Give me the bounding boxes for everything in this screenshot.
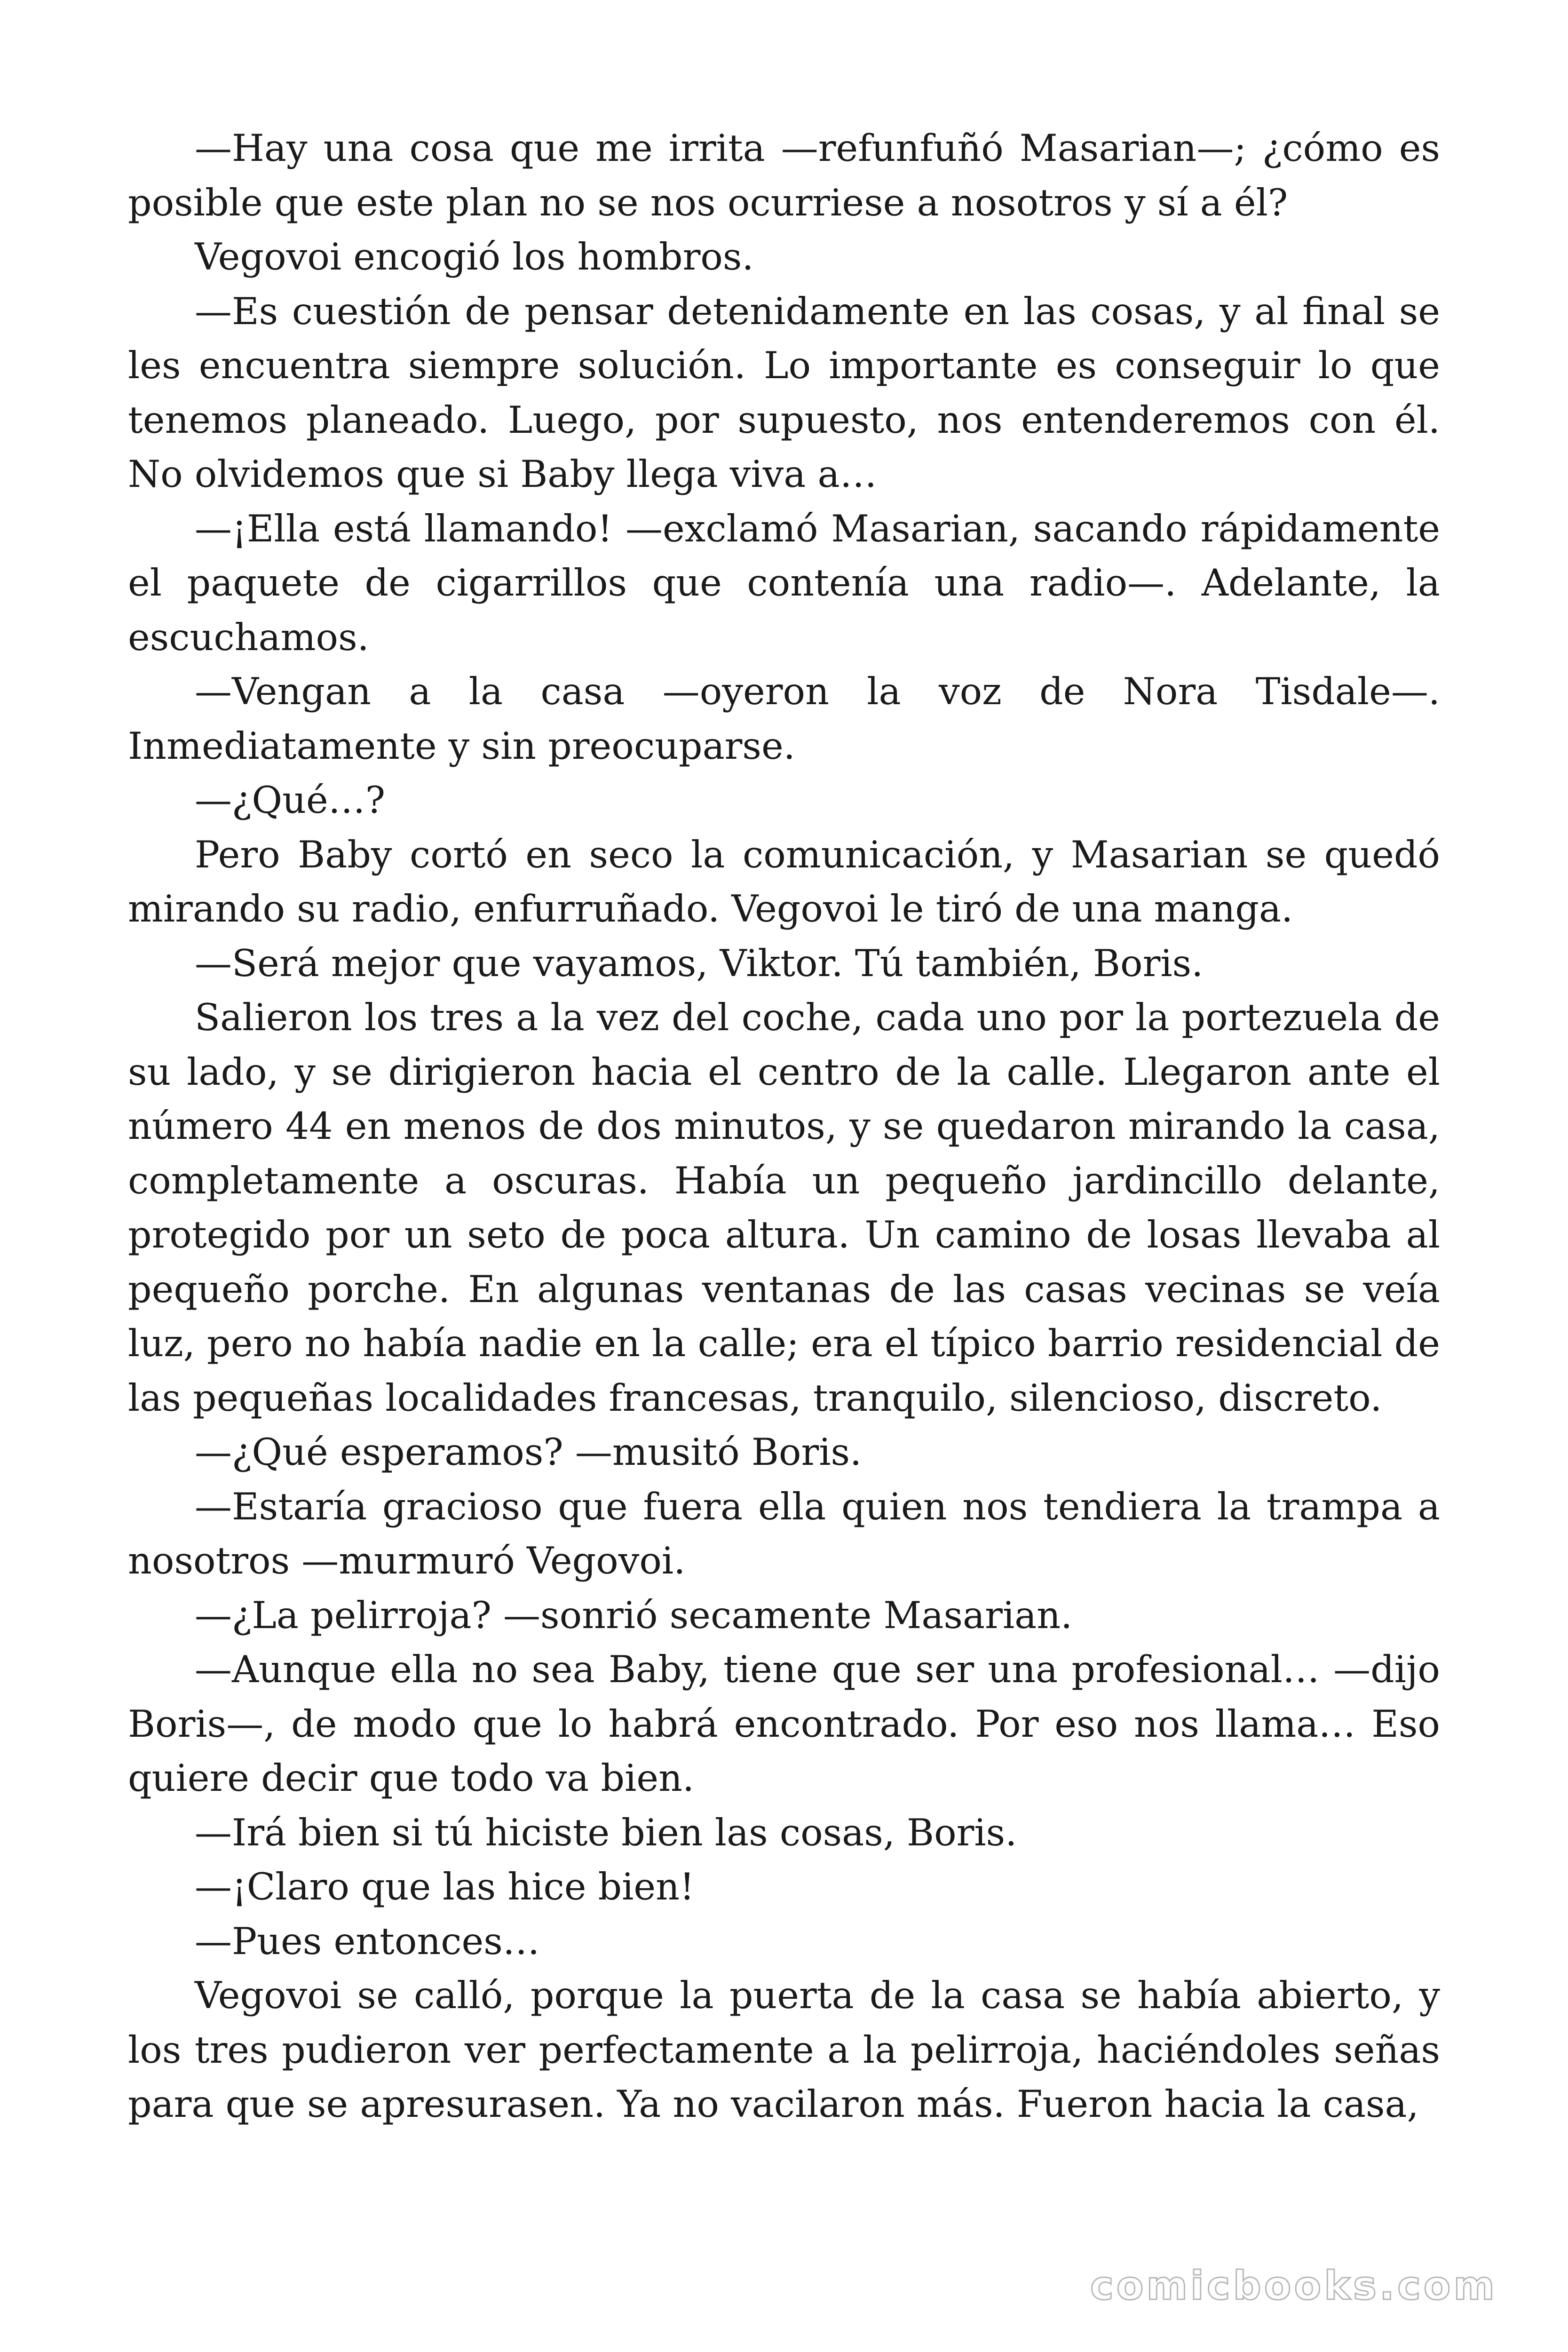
- paragraph: Vegovoi encogió los hombros.: [195, 235, 754, 278]
- paragraph: —Aunque ella no sea Baby, tiene que ser una profesional… —dijo Boris—, de modo que lo habrá encontrado. Por eso nos llama… Eso quiere decir que todo va bien.: [128, 1648, 1440, 1800]
- paragraph: —¿La pelirroja? —sonrió secamente Masarian.: [195, 1593, 1073, 1637]
- paragraph: —Irá bien si tú hiciste bien las cosas, Boris.: [195, 1811, 1017, 1854]
- paragraph: Vegovoi se calló, porque la puerta de la casa se había abierto, y los tres pudieron ver perfectamente a la pelirroja, haciéndoles señas para que se apresurasen. Ya no vacilaron más. Fueron hacia la casa,: [128, 1974, 1440, 2126]
- paragraph: —¿Qué esperamos? —musitó Boris.: [195, 1430, 862, 1474]
- paragraph: —Estaría gracioso que fuera ella quien nos tendiera la trampa a nosotros —murmuró Vegovoi.: [128, 1485, 1440, 1582]
- paragraph: Salieron los tres a la vez del coche, cada uno por la portezuela de su lado, y se dirigieron hacia el centro de la calle. Llegaron ante el número 44 en menos de dos minutos, y se quedaron mirando la casa, completamente a oscuras. Había un pequeño jardincillo delante, protegido por un seto de poca altura. Un camino de losas llevaba al pequeño porche. En algunas ventanas de las casas vecinas se veía luz, pero no había nadie en la calle; era el típico barrio residencial de las pequeñas localidades francesas, tranquilo, silencioso, discreto.: [128, 996, 1440, 1420]
- paragraph: Pero Baby cortó en seco la comunicación, y Masarian se quedó mirando su radio, enfurruñado. Vegovoi le tiró de una manga.: [128, 833, 1440, 930]
- paragraph: —Pues entonces…: [195, 1919, 540, 1963]
- paragraph: —Es cuestión de pensar detenidamente en las cosas, y al final se les encuentra siempre solución. Lo importante es conseguir lo que tenemos planeado. Luego, por supuesto, nos entenderemos con él. No olvidemos que si Baby llega viva a…: [128, 289, 1440, 496]
- paragraph: —Vengan a la casa —oyeron la voz de Nora Tisdale—. Inmediatamente y sin preocuparse.: [128, 670, 1440, 768]
- paragraph: —¿Qué…?: [195, 779, 386, 822]
- body-text: [128, 121, 1440, 2132]
- paragraph: —¡Ella está llamando! —exclamó Masarian, sacando rápidamente el paquete de cigarrillos que contenía una radio—. Adelante, la escuchamos.: [128, 507, 1440, 659]
- paragraph: —Será mejor que vayamos, Viktor. Tú también, Boris.: [195, 941, 1204, 985]
- paragraph: —Hay una cosa que me irrita —refunfuñó Masarian—; ¿cómo es posible que este plan no se nos ocurriese a nosotros y sí a él?: [128, 127, 1440, 224]
- watermark: comicbooks.com: [1090, 2263, 1497, 2309]
- paragraph: —¡Claro que las hice bien!: [195, 1865, 695, 1908]
